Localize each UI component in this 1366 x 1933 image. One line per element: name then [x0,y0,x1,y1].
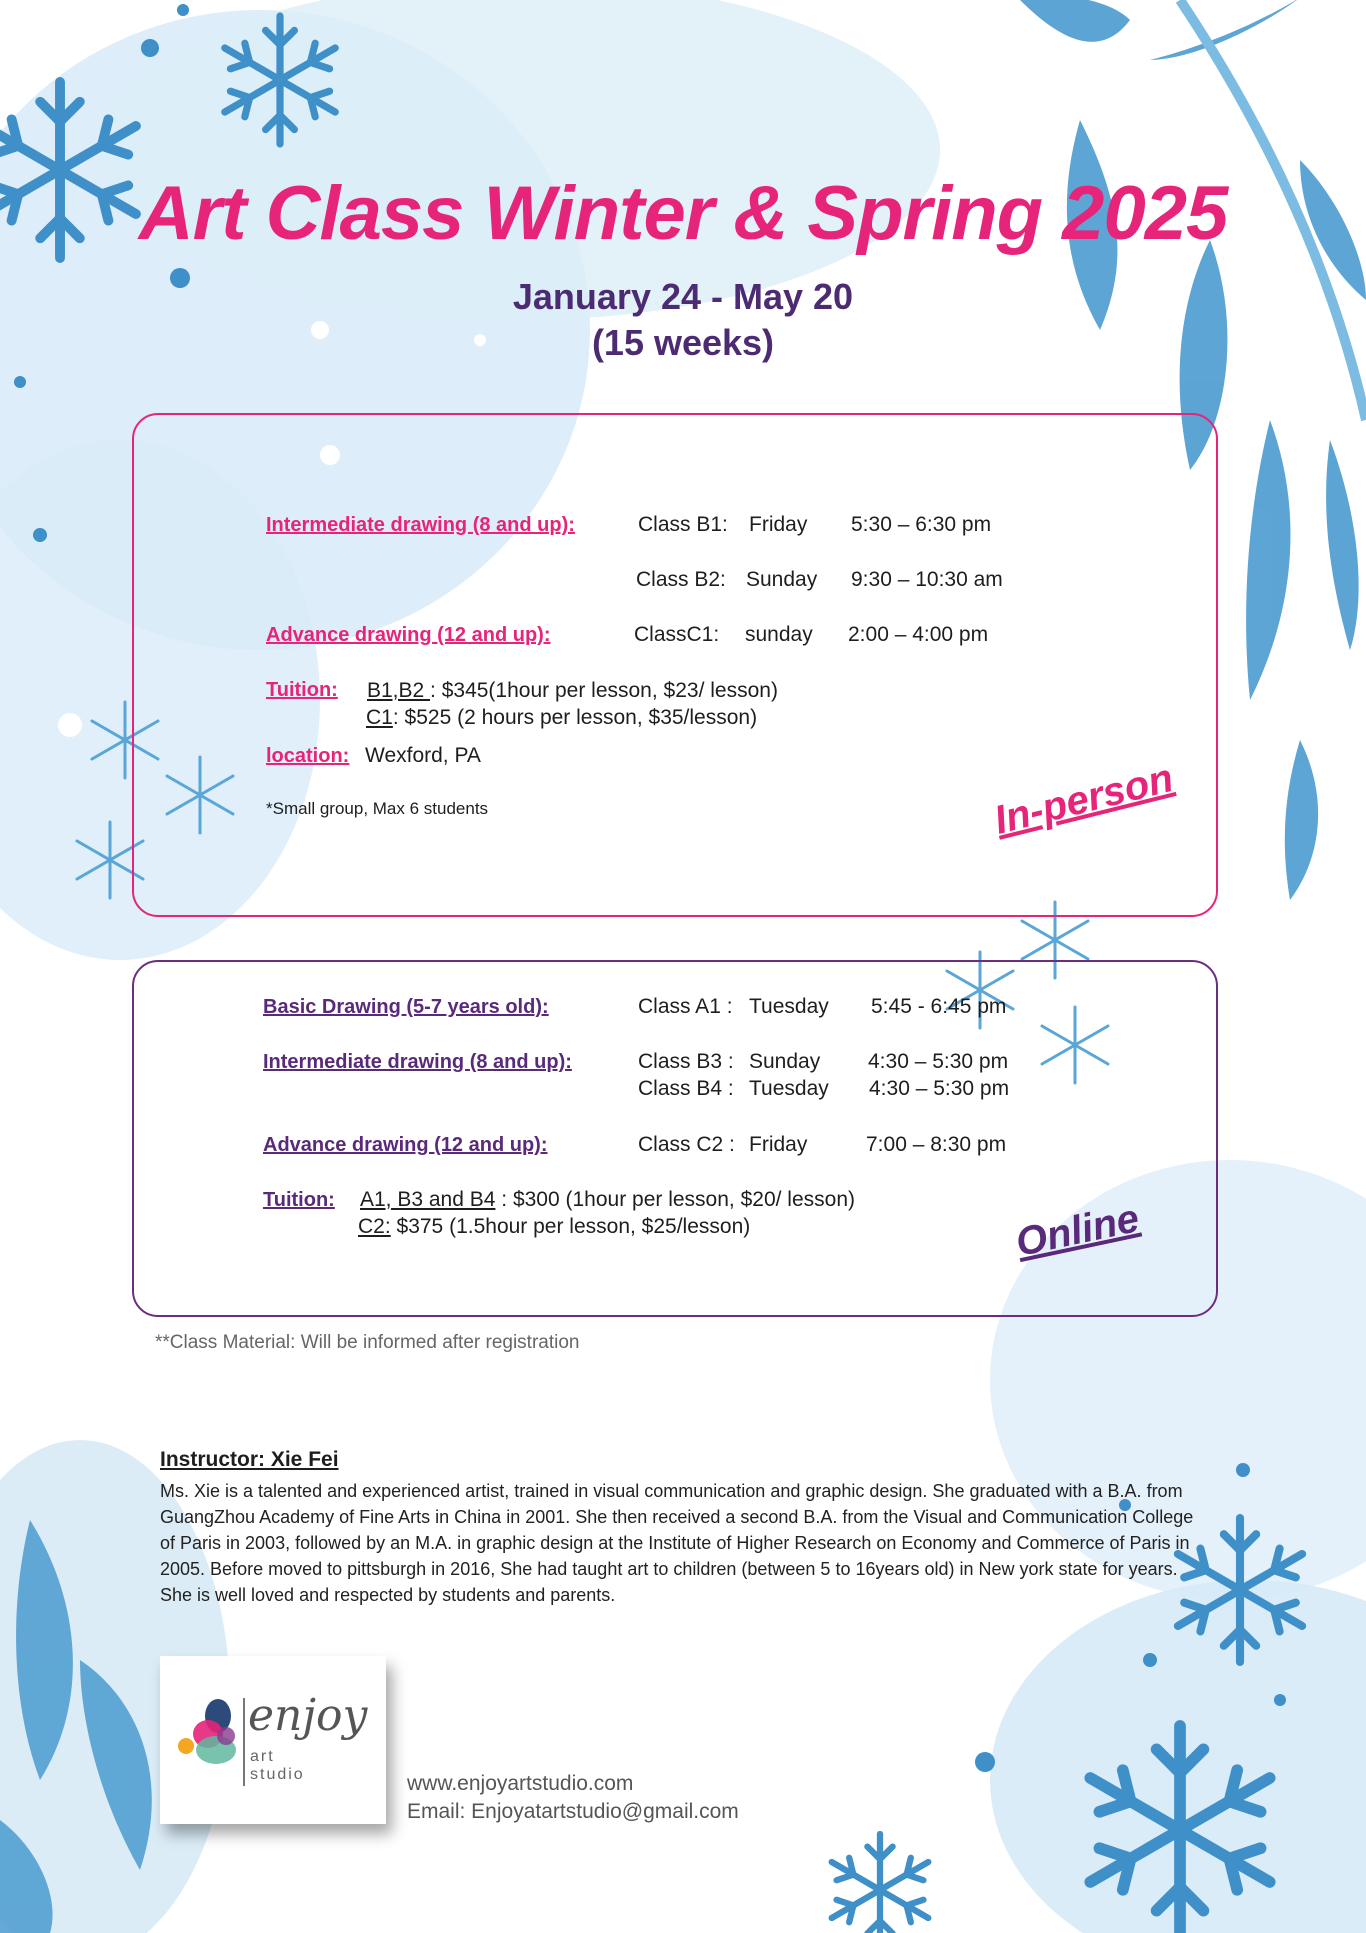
tuition-text: : $300 (1hour per lesson, $20/ lesson) [495,1188,855,1211]
in-person-category-advance: Advance drawing (12 and up): [266,624,551,646]
in-person-panel [132,413,1218,917]
online-category-basic: Basic Drawing (5-7 years old): [263,996,549,1018]
material-note: **Class Material: Will be informed after registration [155,1332,580,1353]
page-title: Art Class Winter & Spring 2025 [138,171,1228,256]
class-day: Tuesday [749,995,829,1018]
logo-word: enjoy [248,1690,368,1741]
tuition-text: $375 (1.5hour per lesson, $25/lesson) [390,1215,751,1238]
class-time: 2:00 – 4:00 pm [848,623,989,646]
location-value: Wexford, PA [365,744,481,767]
date-range [0,274,1366,366]
online-tuition-line [360,1188,855,1212]
class-time: 9:30 – 10:30 am [851,568,1003,591]
tuition-code: C1 [366,706,393,729]
in-person-tuition-label: Tuition: [266,679,338,701]
class-day: Tuesday [749,1077,829,1100]
class-day: Sunday [749,1050,821,1073]
tuition-text: : $525 (2 hours per lesson, $35/lesson) [392,706,758,729]
tuition-text: : $345(1hour per lesson, $23/ lesson) [430,679,778,702]
date-range-text: January 24 - May 20 [512,276,854,317]
logo-line-studio: studio [250,1766,305,1783]
class-code: Class C2 : [638,1133,735,1156]
online-tuition-line [358,1215,750,1239]
class-code: ClassC1: [634,623,720,646]
class-code: Class A1 : [638,995,733,1018]
tuition-code: B1,B2 [367,679,431,702]
class-time: 4:30 – 5:30 pm [868,1050,1009,1073]
instructor-bio: Ms. Xie is a talented and experienced artist, trained in visual communication and graphic design. She graduated with a B.A. from GuangZhou Academy of Fine Arts in China in 2001. She then received a second B.A. from the Visual and Communication College of Paris in 2003, followed by an M.A. in graphic design at the Institute of Higher Research on Economy and Commerce of Paris in 2005. Before moved to pittsburgh in 2016, She had taught art to children (between 5 to 16years old) in New york state for years. She is well loved and respected by students and parents. [160,1481,1194,1605]
online-tuition-label: Tuition: [263,1189,335,1211]
in-person-tuition-line [367,679,778,703]
logo-subtext [250,1748,305,1784]
class-code: Class B4 : [638,1077,734,1100]
class-code: Class B1: [638,513,728,536]
in-person-stamp: In-person [990,755,1178,843]
studio-logo [160,1656,386,1824]
class-day: sunday [745,623,813,646]
duration-text: (15 weeks) [591,322,775,363]
class-day: Friday [749,513,808,536]
location-label: location: [266,745,350,767]
class-time: 7:00 – 8:30 pm [866,1133,1007,1156]
online-category-intermediate: Intermediate drawing (8 and up): [263,1051,572,1073]
class-day: Friday [749,1133,808,1156]
class-time: 5:30 – 6:30 pm [851,513,992,536]
group-size-note: *Small group, Max 6 students [266,799,489,818]
online-stamp: Online [1012,1196,1143,1266]
tuition-code: A1, B3 and B4 [360,1188,496,1211]
website-link[interactable]: www.enjoyartstudio.com [407,1772,634,1795]
class-day: Sunday [746,568,818,591]
class-time: 5:45 - 6:45 pm [871,995,1007,1018]
contact-block [407,1770,739,1826]
instructor-heading: Instructor: Xie Fei [160,1448,339,1471]
class-time: 4:30 – 5:30 pm [869,1077,1010,1100]
logo-line-art: art [250,1748,275,1765]
class-code: Class B3 : [638,1050,734,1073]
online-category-advance: Advance drawing (12 and up): [263,1134,548,1156]
tuition-code: C2: [358,1215,391,1238]
class-code: Class B2: [636,568,726,591]
in-person-tuition-line [366,706,757,730]
email-link[interactable]: Email: Enjoyatartstudio@gmail.com [407,1800,739,1823]
in-person-category-intermediate: Intermediate drawing (8 and up): [266,514,575,536]
